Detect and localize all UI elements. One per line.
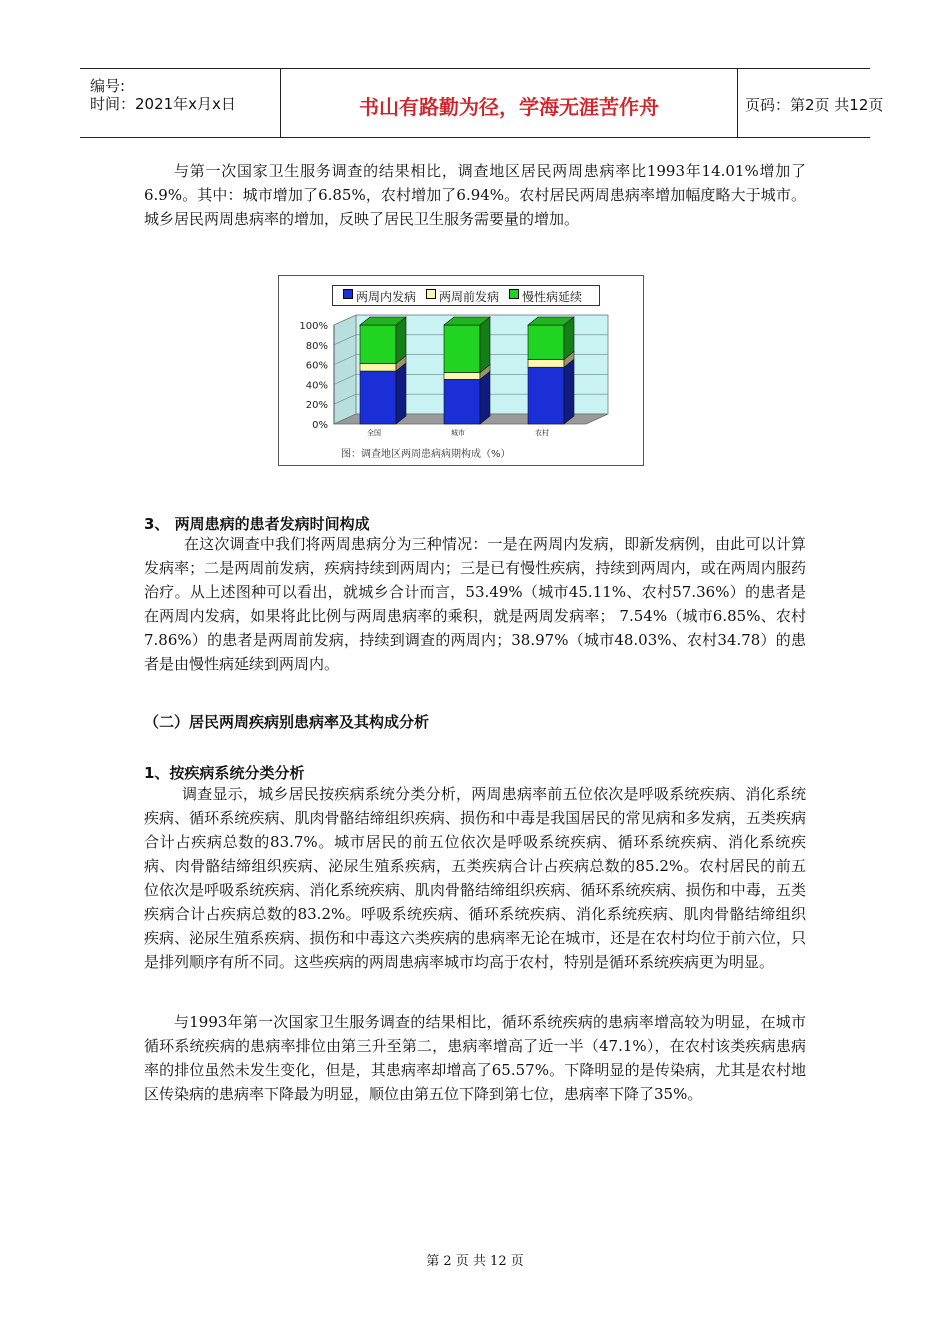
chart-side-wall bbox=[334, 315, 356, 424]
y-tick-label: 60% bbox=[305, 360, 328, 372]
doc-time-label: 时间：2021年x月x日 bbox=[90, 95, 236, 113]
header-center-cell bbox=[280, 69, 738, 137]
legend-label-series-2: 两周前发病 bbox=[439, 290, 500, 304]
y-tick-label: 0% bbox=[312, 420, 328, 431]
y-tick-label: 20% bbox=[305, 400, 328, 412]
x-category-label: 城市 bbox=[451, 429, 465, 437]
bar-segment bbox=[360, 371, 396, 424]
header-right-cell bbox=[737, 69, 884, 137]
page-header bbox=[80, 68, 884, 138]
paragraph-comparison-1993: 与1993年第一次国家卫生服务调查的结果相比，循环系统疾病的患病率增高较为明显，在城市循环系统疾病的患病率排位由第三升至第二，患病率增高了近一半（47.1%），在农村该类疾病患病率的排位虽然未发生变化，但是，其患病率却增高了65.57%。下降明显的是传染病，尤其是农村地区传染病的患病率下降最为明显，顺位由第五位下降到第七位，患病率下降了35%。 bbox=[144, 1013, 806, 1103]
bar-segment-side bbox=[480, 371, 490, 424]
bar-segment bbox=[528, 359, 564, 367]
paragraph-intro: 与第一次国家卫生服务调查的结果相比，调查地区居民两周患病率比1993年14.01%增加了6.9%。其中：城市增加了6.85%，农村增加了6.94%。农村居民两周患病率增加幅度略大于城市。城乡居民两周患病率的增加，反映了居民卫生服务需要量的增加。 bbox=[144, 162, 806, 228]
chart-plot-area bbox=[279, 276, 643, 465]
header-left-cell bbox=[80, 69, 280, 137]
bar-segment bbox=[444, 325, 480, 373]
bar-segment bbox=[528, 325, 564, 359]
bar-segment bbox=[528, 367, 564, 424]
page-footer: 第 2 页 共 12 页 bbox=[426, 1254, 524, 1269]
bar-segment-side bbox=[564, 359, 574, 424]
legend-label-series-1: 两周内发病 bbox=[356, 290, 417, 304]
paragraph-onset-composition: 在这次调查中我们将两周患病分为三种情况：一是在两周内发病，即新发病例，由此可以计算发病率；二是两周前发病，疾病持续到两周内；三是已有慢性疾病，持续到两周内，或在两周内服药治疗。从上述图种可以看出，就城乡合计而言，53.49%（城市45.11%、农村57.36%）的患者是在两周内发病，如果将此比例与两周患病率的乘积，就是两周发病率； 7.54%（城市6.85%、农村7.86%）的患者是两周前发病，持续到调查的两周内；38.97%（城市48.03%、农村34.78）的患者是由慢性病延续到两周内。 bbox=[144, 535, 806, 673]
stacked-bar-chart bbox=[278, 275, 644, 466]
y-tick-label: 40% bbox=[305, 380, 328, 392]
header-page-label: 页码：第2页 共12页 bbox=[745, 96, 884, 114]
section-heading-3: 3、 两周患病的患者发病时间构成 bbox=[144, 515, 370, 533]
legend-label-series-3: 慢性病延续 bbox=[522, 290, 583, 304]
bar-segment bbox=[444, 379, 480, 424]
subsection-heading-1: 1、按疾病系统分类分析 bbox=[144, 764, 305, 782]
paragraph-disease-system: 调查显示，城乡居民按疾病系统分类分析，两周患病率前五位依次是呼吸系统疾病、消化系统疾病、循环系统疾病、肌肉骨骼结缔组织疾病、损伤和中毒是我国居民的常见病和多发病，五类疾病合计占疾病总数的83.7%。城市居民的前五位依次是呼吸系统疾病、循环系统疾病、消化系统疾病、肉骨骼结缔组织疾病、泌尿生殖系疾病，五类疾病合计占疾病总数的85.2%。农村居民的前五位依次是呼吸系统疾病、消化系统疾病、肌肉骨骼结缔组织疾病、循环系统疾病、损伤和中毒，五类疾病合计占疾病总数的83.2%。呼吸系统疾病、循环系统疾病、消化系统疾病、肌肉骨骼结缔组织疾病、泌尿生殖系疾病、损伤和中毒这六类疾病的患病率无论在城市，还是在农村均位于前六位，只是排列顺序有所不同。这些疾病的两周患病率城市均高于农村，特别是循环系统疾病更为明显。 bbox=[144, 785, 806, 971]
y-tick-label: 100% bbox=[299, 321, 328, 332]
chart-caption: 图：调查地区两周患病病期构成（%） bbox=[341, 449, 511, 460]
x-category-label: 全国 bbox=[367, 429, 381, 437]
x-category-label: 农村 bbox=[535, 429, 549, 437]
bar-segment bbox=[360, 364, 396, 371]
bar-segment bbox=[444, 373, 480, 380]
bar-segment-side bbox=[396, 363, 406, 424]
bar-segment bbox=[360, 325, 396, 364]
header-motto: 书山有路勤为径，学海无涯苦作舟 bbox=[359, 95, 659, 119]
section-heading-2: （二）居民两周疾病别患病率及其构成分析 bbox=[144, 713, 430, 731]
bar-segment-side bbox=[480, 317, 490, 373]
y-tick-label: 80% bbox=[305, 340, 328, 352]
doc-number-label: 编号: bbox=[90, 77, 126, 95]
